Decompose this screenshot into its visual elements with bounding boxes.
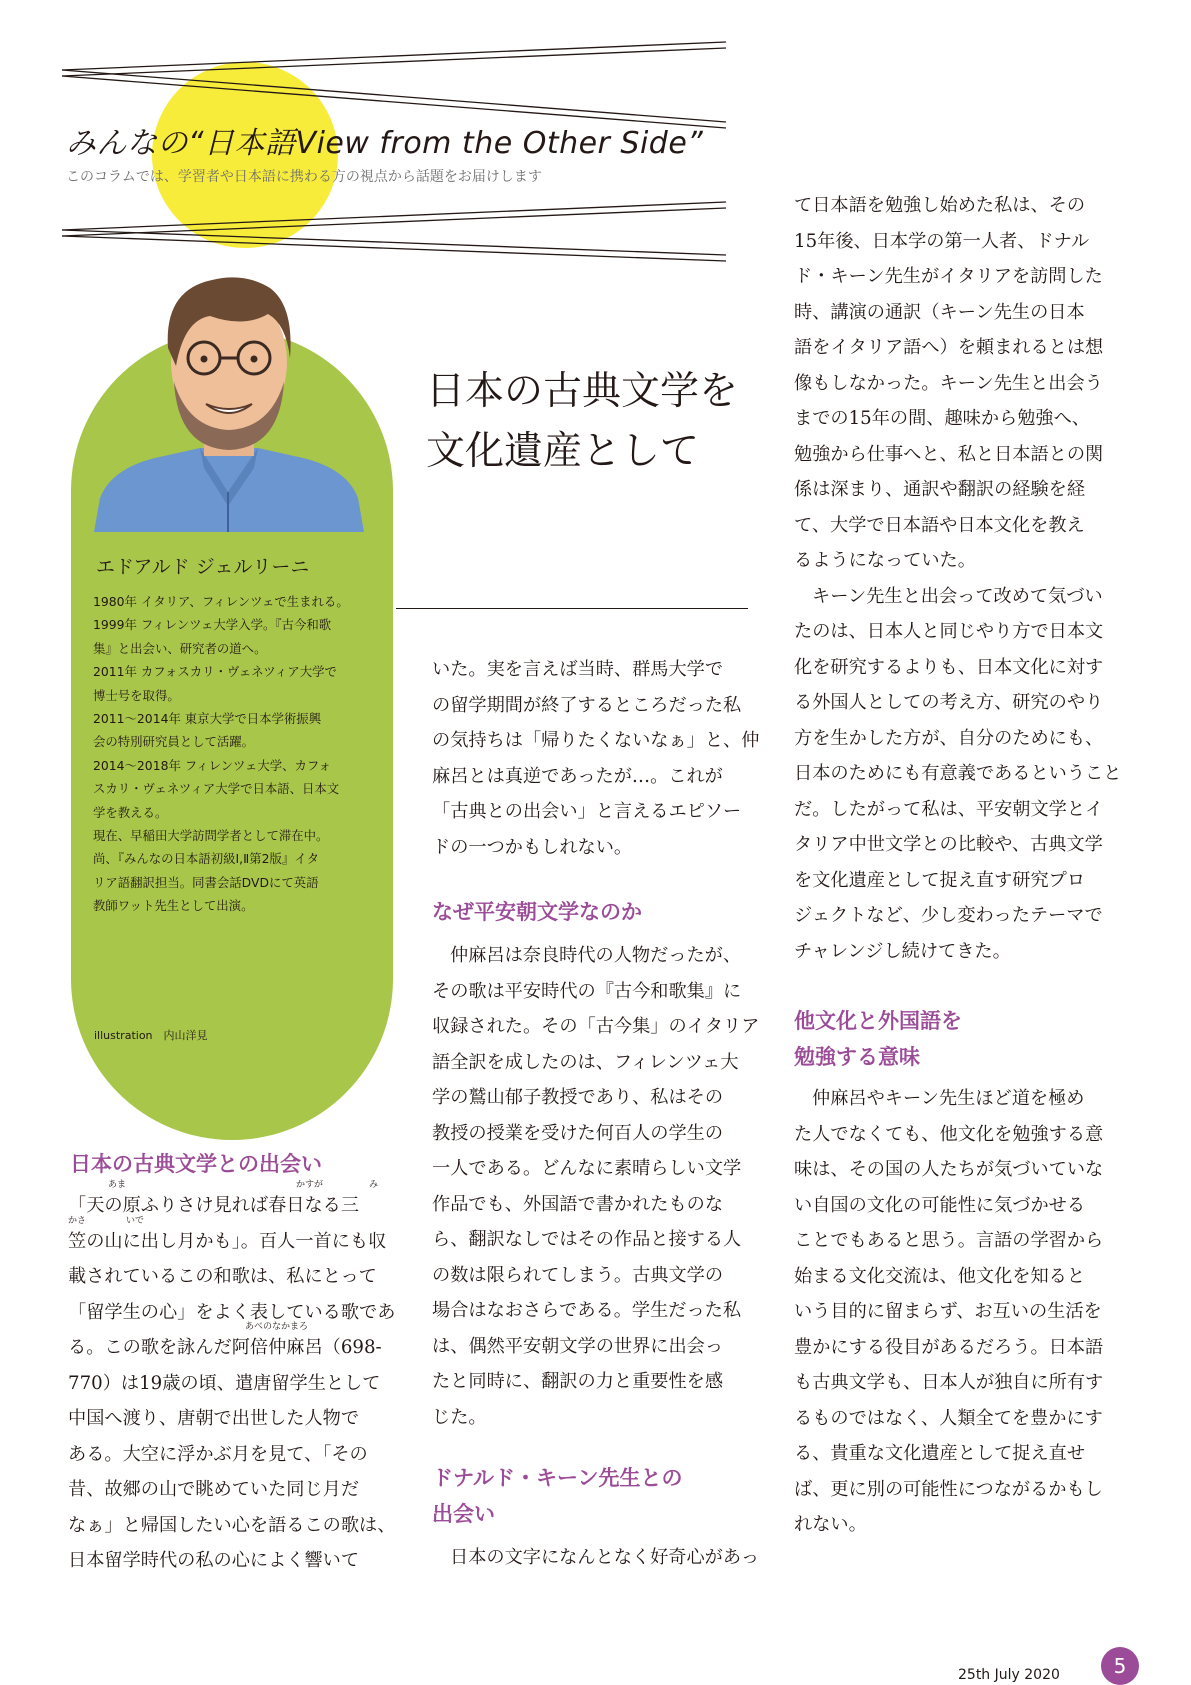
body-line: 語をイタリア語へ）を頼まれるとは想 (794, 337, 1104, 358)
body-line: 「天の原ふりさけ見れば春日なる三 (68, 1195, 360, 1216)
body-line: いた。実を言えば当時、群馬大学で (432, 659, 724, 680)
body-line: 中国へ渡り、唐朝で出世した人物で (68, 1408, 360, 1429)
body-line: る、貴重な文化遺産として捉え直せ (794, 1443, 1086, 1464)
body-line: ら、翻訳なしではその作品と接する人 (432, 1229, 742, 1250)
body-line: も古典文学も、日本人が独自に所有す (794, 1372, 1104, 1393)
body-line: 像もしなかった。キーン先生と出会う (794, 372, 1103, 394)
body-line: の数は限られてしまう。古典文学の (432, 1264, 724, 1286)
body-line: なぁ」と帰国したい心を語るこの歌は、 (68, 1514, 396, 1536)
body-line: 一人である。どんなに素晴らしい文学 (432, 1158, 742, 1179)
bio-line: リア語翻訳担当。同書会話DVDにて英語 (93, 874, 319, 890)
section-body (794, 1081, 1103, 1543)
body-line: 笠の山に出し月かも」。百人一首にも収 (68, 1230, 387, 1252)
body-line: たのは、日本人と同じやり方で日本文 (794, 621, 1104, 642)
author-portrait-illustration (94, 270, 364, 532)
section-heading-line: ドナルド・キーン先生との (432, 1466, 683, 1490)
section-heading-line: 勉強する意味 (794, 1045, 920, 1069)
body-line: い自国の文化の可能性に気づかせる (794, 1194, 1086, 1216)
body-line: タリア中世文学との比較や、古典文学 (794, 834, 1103, 855)
body-line: 「古典との出会い」と言えるエピソー (432, 801, 742, 822)
ruby-text: かすが (296, 1180, 324, 1190)
body-line: 始まる文化交流は、他文化を知ると (794, 1265, 1086, 1287)
body-line: 日本の文字になんとなく好奇心があっ (450, 1547, 760, 1568)
bio-line: 尚、『みんなの日本語初級Ⅰ,Ⅱ第2版』イタ (93, 851, 320, 867)
body-line: 麻呂とは真逆であったが…。これが (432, 765, 723, 787)
bio-line: 2014～2018年 フィレンツェ大学、カフォ (93, 757, 332, 773)
body-line: れない。 (794, 1514, 867, 1535)
section-heading: 日本の古典文学との出会い (70, 1152, 322, 1176)
ruby-text: み (369, 1180, 379, 1190)
article-title-line: 日本の古典文学を (426, 369, 739, 414)
section-body (68, 1188, 395, 1579)
body-line: ば、更に別の可能性につながるかもし (794, 1478, 1103, 1500)
body-line: 化を研究するよりも、日本文化に対す (794, 656, 1104, 678)
section-heading: なぜ平安朝文学なのか (432, 900, 642, 924)
body-line: の留学期間が終了するところだった私 (432, 694, 742, 716)
bio-line: 2011～2014年 東京大学で日本学術振興 (93, 711, 322, 727)
body-line: 昔、故郷の山で眺めていた同じ月だ (68, 1479, 360, 1500)
body-line: 770）は19歳の頃、遣唐留学生として (68, 1372, 381, 1394)
body-line: 仲麻呂やキーン先生ほど道を極め (812, 1088, 1085, 1109)
body-line: 日本のためにも有意義であるということ (794, 763, 1122, 784)
body-line: 勉強から仕事へと、私と日本語との関 (794, 443, 1104, 465)
body-line: ジェクトなど、少し変わったテーマで (794, 905, 1103, 926)
body-line: るものではなく、人類全てを豊かにす (794, 1407, 1103, 1429)
body-line: の気持ちは「帰りたくないなぁ」と、仲 (432, 730, 760, 751)
body-line: チャレンジし続けてきた。 (794, 940, 1011, 962)
page-number: 5 (1101, 1647, 1139, 1685)
body-line: 学の鷲山郁子教授であり、私はその (432, 1087, 724, 1108)
bio-line: 博士号を取得。 (93, 687, 180, 703)
bio-line: 会の特別研究員として活躍。 (93, 734, 255, 750)
ruby-text: いで (126, 1216, 145, 1226)
bio-line: 現在、早稲田大学訪問学者として滞在中。 (93, 828, 329, 844)
column-subtitle: このコラムでは、学習者や日本語に携わる方の視点から話題をお届けします (66, 169, 542, 185)
body-line: 方を生かした方が、自分のためにも、 (794, 727, 1104, 749)
body-line: までの15年の間、趣味から勉強へ、 (794, 408, 1090, 429)
article-title-line: 文化遺産として (426, 429, 700, 474)
body-line: 時、講演の通訳（キーン先生の日本 (794, 301, 1085, 323)
bio-line: 1980年 イタリア、フィレンツェで生まれる。 (93, 594, 349, 609)
body-line: 載されているこの和歌は、私にとって (68, 1266, 377, 1287)
column-title: みんなの“日本語View from the Other Side” (66, 126, 704, 161)
body-line: 豊かにする役目があるだろう。日本語 (794, 1336, 1104, 1358)
bio-line: 2011年 カフォスカリ・ヴェネツィア大学で (93, 664, 337, 680)
ruby-text: かさ (68, 1216, 87, 1226)
body-line: て、大学で日本語や日本文化を教え (794, 514, 1085, 536)
section-heading (432, 1460, 683, 1532)
illustration-credit: illustration 内山洋見 (94, 1029, 208, 1042)
body-line: 語全訳を成したのは、フィレンツェ大 (432, 1051, 739, 1073)
body-line: ことでもあると思う。言語の学習から (794, 1230, 1104, 1251)
bio-line: 集』と出会い、研究者の道へ。 (93, 640, 267, 656)
body-line: る。この歌を詠んだ阿倍仲麻呂（698- (68, 1337, 382, 1358)
section-body (432, 938, 759, 1435)
body-line: いう目的に留まらず、お互いの生活を (794, 1301, 1102, 1322)
author-name: エドアルド ジェルリーニ (96, 556, 310, 578)
body-line: ドの一つかもしれない。 (432, 836, 633, 858)
body-line: 味は、その国の人たちが気づいていな (794, 1159, 1104, 1180)
body-line: た人でなくても、他文化を勉強する意 (794, 1123, 1104, 1145)
issue-date: 25th July 2020 (958, 1667, 1060, 1683)
body-line: その歌は平安時代の『古今和歌集』に (432, 980, 742, 1002)
ruby-text: あべのなかまろ (245, 1322, 309, 1332)
body-line: 15年後、日本学の第一人者、ドナル (794, 230, 1090, 252)
body-line: るようになっていた。 (794, 550, 976, 571)
body-line: ある。大空に浮かぶ月を見て、「その (68, 1443, 368, 1465)
body-line: 作品でも、外国語で書かれたものな (432, 1193, 724, 1215)
body-line: たと同時に、翻訳の力と重要性を感 (432, 1371, 724, 1392)
body-line: 日本留学時代の私の心によく響いて (68, 1550, 360, 1571)
body-line: 仲麻呂は奈良時代の人物だったが、 (450, 945, 742, 966)
body-line: キーン先生と出会って改めて気づい (812, 585, 1103, 607)
body-line: ド・キーン先生がイタリアを訪問した (794, 266, 1103, 287)
body-line: て日本語を勉強し始めた私は、その (794, 195, 1086, 216)
body-line: 係は深まり、通訳や翻訳の経験を経 (794, 479, 1086, 500)
body-line: 収録された。その「古今集」のイタリア (432, 1016, 760, 1037)
body-line: だ。したがって私は、平安朝文学とイ (794, 798, 1104, 820)
bio-line: 1999年 フィレンツェ大学入学。『古今和歌 (93, 617, 332, 633)
body-line: じた。 (432, 1406, 487, 1428)
section-body (432, 1540, 759, 1576)
section-heading-line: 出会い (432, 1502, 495, 1526)
body-line: 「留学生の心」をよく表している歌であ (68, 1301, 396, 1323)
section-body (794, 188, 1121, 969)
author-bio (93, 590, 373, 918)
ruby-text: あま (108, 1180, 127, 1190)
section-body (432, 652, 759, 865)
body-line: は、偶然平安朝文学の世界に出会っ (432, 1335, 724, 1357)
body-line: る外国人としての考え方、研究のやり (794, 692, 1104, 713)
article-title (426, 362, 738, 482)
bio-line: 学を教える。 (93, 804, 168, 820)
body-line: 場合はなおさらである。学生だった私 (432, 1300, 742, 1321)
title-divider (396, 608, 748, 609)
bio-line: スカリ・ヴェネツィア大学で日本語、日本文 (93, 781, 340, 797)
body-line: を文化遺産として捉え直す研究プロ (794, 869, 1086, 891)
section-heading-line: 他文化と外国語を (794, 1009, 962, 1033)
section-heading (794, 1003, 962, 1075)
body-line: 教授の授業を受けた何百人の学生の (432, 1122, 724, 1144)
bio-line: 教師ワット先生として出演。 (93, 898, 254, 914)
